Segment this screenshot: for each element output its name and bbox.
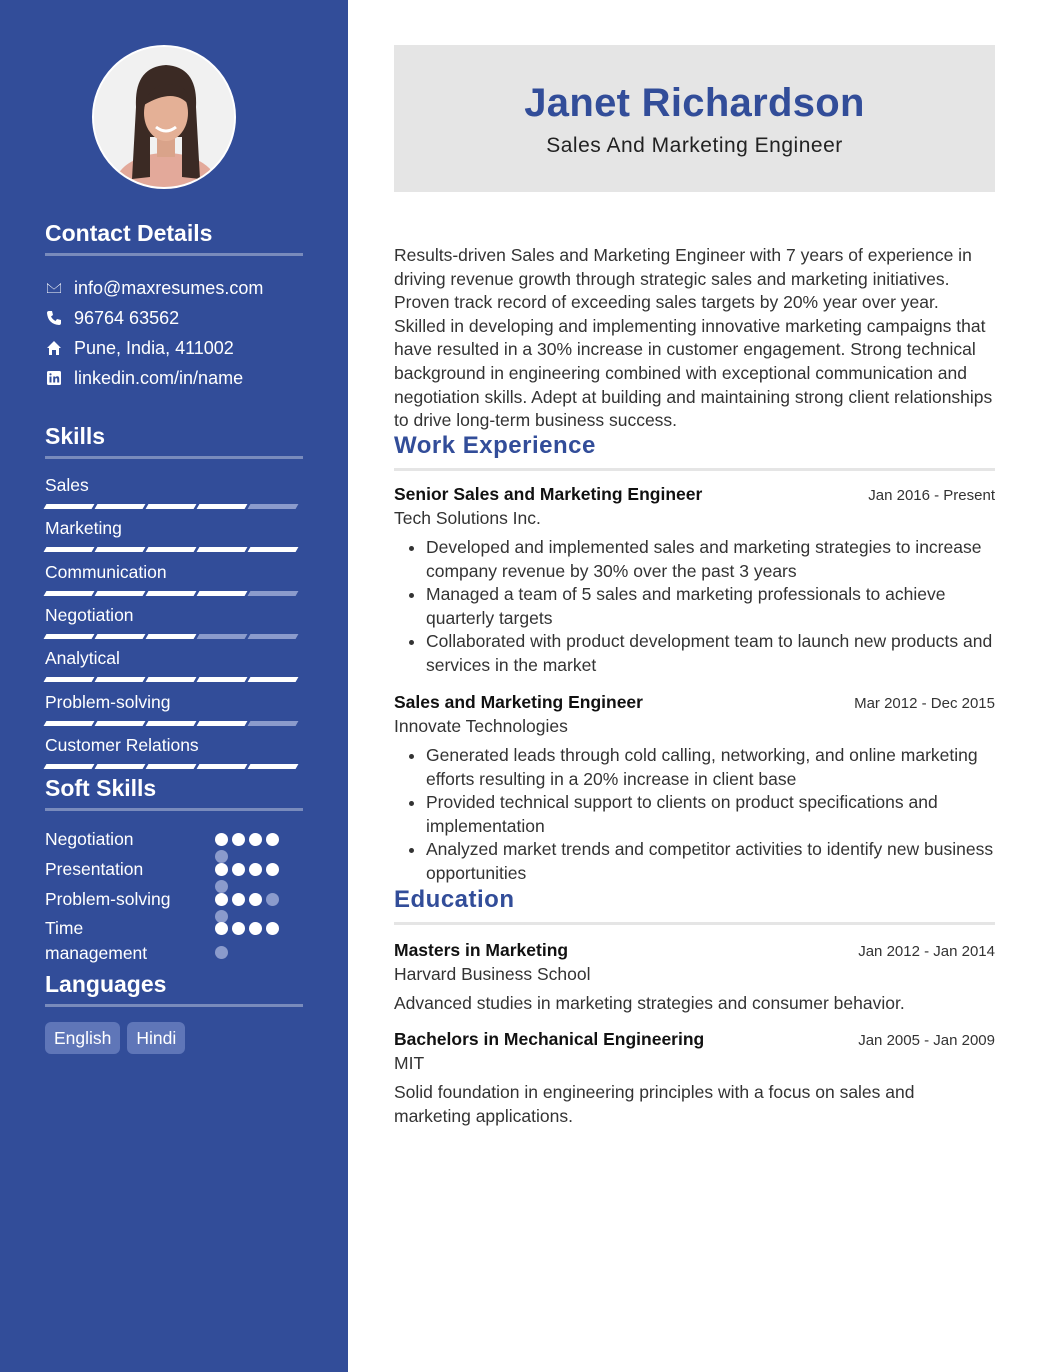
skill-item [45, 517, 303, 552]
school-name: Harvard Business School [394, 964, 591, 984]
avatar [94, 47, 236, 189]
rating-dot [249, 893, 262, 906]
skill-level-segment [197, 721, 248, 726]
envelope-icon [45, 279, 63, 297]
skill-level-bar [45, 504, 303, 509]
language-tag: Hindi [127, 1022, 185, 1054]
work-heading: Work Experience [394, 432, 995, 471]
contact-linkedin[interactable] [45, 366, 315, 390]
rating-dot [215, 946, 228, 959]
contact-address-text: Pune, India, 411002 [74, 337, 234, 358]
soft-skill-item [45, 916, 303, 966]
skill-level-segment [248, 591, 299, 596]
skill-name: Problem-solving [45, 691, 171, 712]
skill-name: Communication [45, 561, 167, 582]
skill-item [45, 691, 303, 726]
skill-level-segment [146, 504, 197, 509]
skill-item [45, 734, 303, 769]
job-company: Tech Solutions Inc. [394, 508, 541, 528]
rating-dot [249, 833, 262, 846]
job-bullets [394, 536, 995, 678]
skill-level-segment [146, 721, 197, 726]
skill-name: Negotiation [45, 604, 134, 625]
language-tag: English [45, 1022, 120, 1054]
skill-level-bar [45, 634, 303, 639]
degree-title: Masters in Marketing [394, 940, 569, 960]
skill-level-segment [248, 764, 299, 769]
degree-description: Solid foundation in engineering principles with a focus on sales and marketing applications. [394, 1082, 915, 1126]
skill-item [45, 561, 303, 596]
degree-description: Advanced studies in marketing strategies and consumer behavior. [394, 993, 905, 1013]
skill-level-segment [146, 547, 197, 552]
candidate-role: Sales And Marketing Engineer [546, 134, 843, 157]
contact-phone[interactable] [45, 306, 315, 330]
rating-dot [266, 833, 279, 846]
skill-name: Customer Relations [45, 734, 199, 755]
skill-name: Marketing [45, 518, 122, 539]
languages-list [45, 1022, 185, 1054]
job-bullet: • Developed and implemented sales and marketing strategies to increase company revenue by 30% over the past 3 years [426, 536, 995, 583]
contact-email[interactable] [45, 276, 315, 300]
job-bullet: • Provided technical support to clients on product specifications and implementation [426, 791, 995, 838]
skill-level-segment [146, 591, 197, 596]
phone-icon [45, 309, 63, 327]
skill-level-segment [44, 677, 95, 682]
linkedin-icon [45, 369, 63, 387]
skill-name: Analytical [45, 648, 120, 669]
skill-level-segment [44, 764, 95, 769]
candidate-name: Janet Richardson [524, 81, 865, 125]
skill-name: Sales [45, 475, 89, 495]
job-bullet: • Managed a team of 5 sales and marketing professionals to achieve quarterly targets [426, 583, 995, 630]
rating-dot [232, 863, 245, 876]
education-heading: Education [394, 886, 995, 925]
sidebar [0, 0, 348, 1372]
job-entry [394, 692, 995, 886]
rating-dot [249, 922, 262, 935]
skill-level-segment [95, 504, 146, 509]
summary: Results-driven Sales and Marketing Engineer with 7 years of experience in driving revenue growth through strategic sales and marketing initiatives. Proven track record of exceeding sales targets by 20% year over year. Skilled in developing and implementing innovative marketing campaigns that have resulted in a 30% increase in customer engagement. Strong technical background in engineering combined with exceptional communication and negotiation skills. Adept at building and maintaining strong client relationships to drive long-term business success. [394, 245, 993, 431]
soft-skill-rating [215, 916, 285, 966]
school-name: MIT [394, 1053, 425, 1073]
contact-heading: Contact Details [45, 220, 303, 256]
skill-level-bar [45, 721, 303, 726]
skill-level-segment [146, 634, 197, 639]
degree-date: Jan 2012 - Jan 2014 [858, 943, 995, 960]
soft-skill-name: Negotiation [45, 829, 134, 849]
skill-level-segment [197, 764, 248, 769]
job-title: Senior Sales and Marketing Engineer [394, 484, 703, 504]
skill-level-segment [44, 721, 95, 726]
rating-dot [249, 863, 262, 876]
skill-level-segment [44, 634, 95, 639]
job-bullet: • Generated leads through cold calling, networking, and online marketing efforts resulting in a 20% increase in client base [426, 744, 995, 791]
contact-email-text: info@maxresumes.com [74, 277, 264, 298]
soft-skill-name: Problem-solving [45, 889, 171, 909]
job-company: Innovate Technologies [394, 716, 568, 736]
job-date: Mar 2012 - Dec 2015 [854, 695, 995, 712]
skill-level-bar [45, 677, 303, 682]
skill-item [45, 474, 303, 509]
soft-skills-heading: Soft Skills [45, 775, 303, 811]
contact-address [45, 336, 315, 360]
rating-dot [266, 893, 279, 906]
skill-level-segment [248, 504, 299, 509]
job-bullet: • Analyzed market trends and competitor activities to identify new business opportunities [426, 838, 995, 885]
rating-dot [232, 922, 245, 935]
degree-date: Jan 2005 - Jan 2009 [858, 1032, 995, 1049]
skill-level-bar [45, 547, 303, 552]
skill-level-segment [95, 634, 146, 639]
rating-dot [232, 893, 245, 906]
education-entry [394, 1029, 995, 1128]
skill-level-segment [95, 721, 146, 726]
rating-dot [215, 833, 228, 846]
skill-level-segment [44, 547, 95, 552]
skills-heading: Skills [45, 423, 303, 459]
soft-skill-name: Presentation [45, 859, 144, 879]
skill-level-segment [95, 547, 146, 552]
rating-dot [215, 863, 228, 876]
rating-dot [266, 863, 279, 876]
skill-level-segment [95, 764, 146, 769]
job-entry [394, 484, 995, 678]
soft-skill-name: Time management [45, 918, 148, 963]
skill-level-segment [146, 764, 197, 769]
languages-heading: Languages [45, 971, 303, 1007]
skill-level-segment [197, 634, 248, 639]
header [394, 45, 995, 192]
rating-dot [266, 922, 279, 935]
rating-dot [232, 833, 245, 846]
skill-level-segment [44, 504, 95, 509]
skill-item [45, 604, 303, 639]
job-title: Sales and Marketing Engineer [394, 692, 643, 712]
skill-level-segment [248, 677, 299, 682]
skill-level-segment [197, 504, 248, 509]
contact-phone-text: 96764 63562 [74, 307, 180, 328]
skill-level-segment [146, 677, 197, 682]
skill-item [45, 647, 303, 682]
education-entry [394, 940, 995, 1016]
rating-dot [215, 893, 228, 906]
rating-dot [215, 922, 228, 935]
skill-level-segment [248, 721, 299, 726]
job-bullets [394, 744, 995, 886]
contact-linkedin-text: linkedin.com/in/name [74, 367, 244, 388]
skill-level-segment [95, 591, 146, 596]
skill-level-segment [248, 547, 299, 552]
job-date: Jan 2016 - Present [868, 487, 995, 504]
skill-level-segment [248, 634, 299, 639]
job-bullet: • Collaborated with product development team to launch new products and services in the market [426, 630, 995, 677]
degree-title: Bachelors in Mechanical Engineering [394, 1029, 705, 1049]
skill-level-bar [45, 764, 303, 769]
profile-photo [92, 45, 236, 189]
skill-level-segment [197, 591, 248, 596]
skill-level-bar [45, 591, 303, 596]
skill-level-segment [44, 591, 95, 596]
home-icon [45, 339, 63, 357]
skill-level-segment [95, 677, 146, 682]
skill-level-segment [197, 547, 248, 552]
skill-level-segment [197, 677, 248, 682]
